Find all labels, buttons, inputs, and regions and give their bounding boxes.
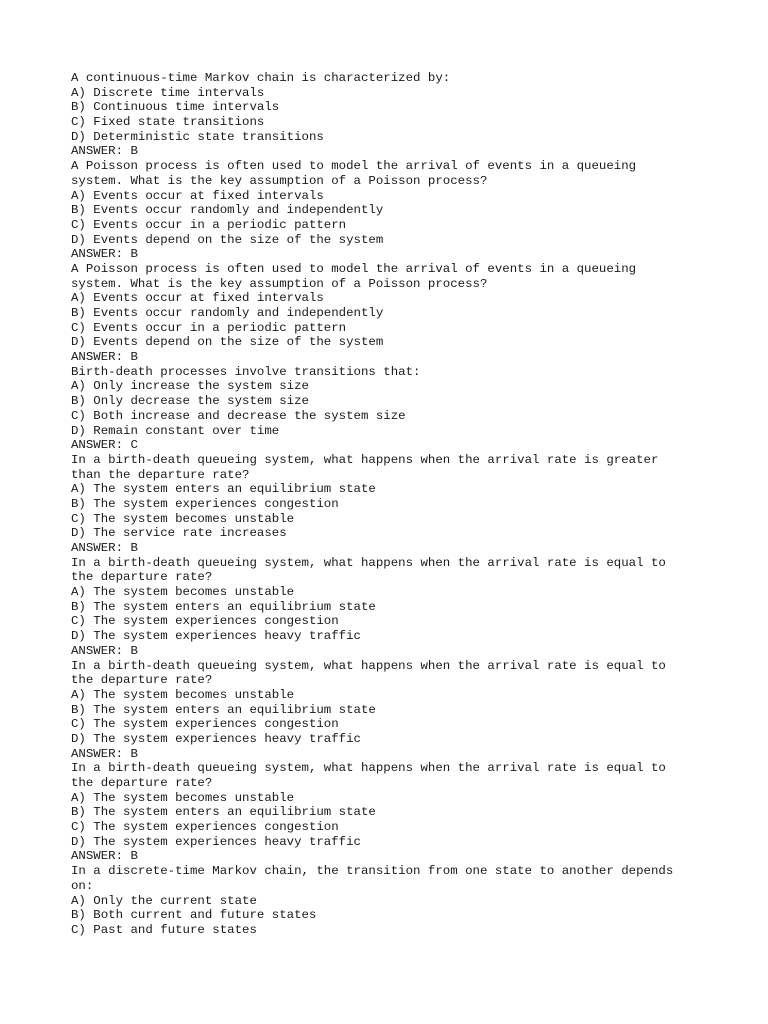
option-line: C) The system experiences congestion: [71, 717, 339, 732]
option-line: A) The system becomes unstable: [71, 687, 295, 702]
answer-line: ANSWER: B: [71, 541, 138, 555]
option-line: B) The system enters an equilibrium state: [71, 599, 376, 614]
answer-line: ANSWER: B: [71, 849, 138, 864]
option-line: C) Both increase and decrease the system size: [71, 408, 406, 423]
option-line: D) The system experiences heavy traffic: [71, 629, 361, 644]
answer-line: ANSWER: B: [71, 350, 138, 365]
answer-line: ANSWER: B: [71, 247, 138, 262]
question-line: In a birth-death queueing system, what happens when the arrival rate is equal to: [71, 761, 666, 776]
option-line: A) The system becomes unstable: [71, 585, 295, 600]
option-line: D) Events depend on the size of the system: [71, 335, 384, 350]
question-line: A Poisson process is often used to model the arrival of events in a queueing: [71, 261, 637, 276]
option-line: A) Events occur at fixed intervals: [71, 291, 324, 306]
option-line: D) The system experiences heavy traffic: [71, 731, 361, 746]
option-line: B) Only decrease the system size: [71, 394, 309, 409]
option-line: D) The service rate increases: [71, 526, 287, 541]
option-line: C) Past and future states: [71, 922, 257, 937]
option-line: B) The system enters an equilibrium state: [71, 702, 376, 717]
option-line: A) Only the current state: [71, 893, 257, 908]
question-line: In a birth-death queueing system, what happens when the arrival rate is equal to: [71, 658, 666, 673]
option-line: B) Both current and future states: [71, 908, 317, 923]
question-line: on:: [71, 878, 94, 893]
question-line: the departure rate?: [71, 570, 213, 585]
option-line: A) The system enters an equilibrium state: [71, 482, 376, 497]
answer-line: ANSWER: C: [71, 438, 138, 453]
option-line: C) The system experiences congestion: [71, 820, 339, 835]
option-line: A) Only increase the system size: [71, 379, 309, 394]
option-line: B) Events occur randomly and independently: [71, 203, 384, 218]
option-line: C) The system experiences congestion: [71, 614, 339, 629]
option-line: D) Events depend on the size of the system: [71, 232, 384, 247]
option-line: C) Fixed state transitions: [71, 115, 265, 130]
option-line: D) The system experiences heavy traffic: [71, 834, 361, 849]
option-line: C) Events occur in a periodic pattern: [71, 320, 347, 335]
question-line: Birth-death processes involve transitions that:: [71, 364, 421, 379]
question-line: A continuous-time Markov chain is characterized by:: [71, 71, 451, 85]
option-line: A) The system becomes unstable: [71, 790, 295, 805]
option-line: B) Events occur randomly and independently: [71, 306, 384, 320]
question-line: In a discrete-time Markov chain, the transition from one state to another depends: [71, 864, 674, 879]
answer-line: ANSWER: B: [71, 144, 138, 159]
answer-line: ANSWER: B: [71, 643, 138, 658]
question-line: the departure rate?: [71, 673, 213, 688]
option-line: B) Continuous time intervals: [71, 100, 280, 115]
question-line: the departure rate?: [71, 776, 213, 790]
option-line: D) Remain constant over time: [71, 423, 280, 438]
option-line: A) Events occur at fixed intervals: [71, 188, 324, 203]
option-line: D) Deterministic state transitions: [71, 129, 324, 144]
question-line: In a birth-death queueing system, what happens when the arrival rate is equal to: [71, 555, 666, 570]
question-line: In a birth-death queueing system, what happens when the arrival rate is greater: [71, 452, 659, 467]
question-line: than the departure rate?: [71, 467, 250, 482]
question-line: A Poisson process is often used to model the arrival of events in a queueing: [71, 159, 637, 174]
option-line: B) The system experiences congestion: [71, 496, 339, 511]
answer-line: ANSWER: B: [71, 746, 138, 761]
question-line: system. What is the key assumption of a Poisson process?: [71, 173, 488, 188]
document-page: [71, 71, 751, 938]
option-line: A) Discrete time intervals: [71, 85, 265, 100]
option-line: C) Events occur in a periodic pattern: [71, 217, 347, 232]
question-line: system. What is the key assumption of a Poisson process?: [71, 276, 488, 291]
option-line: B) The system enters an equilibrium state: [71, 805, 376, 820]
option-line: C) The system becomes unstable: [71, 511, 295, 526]
